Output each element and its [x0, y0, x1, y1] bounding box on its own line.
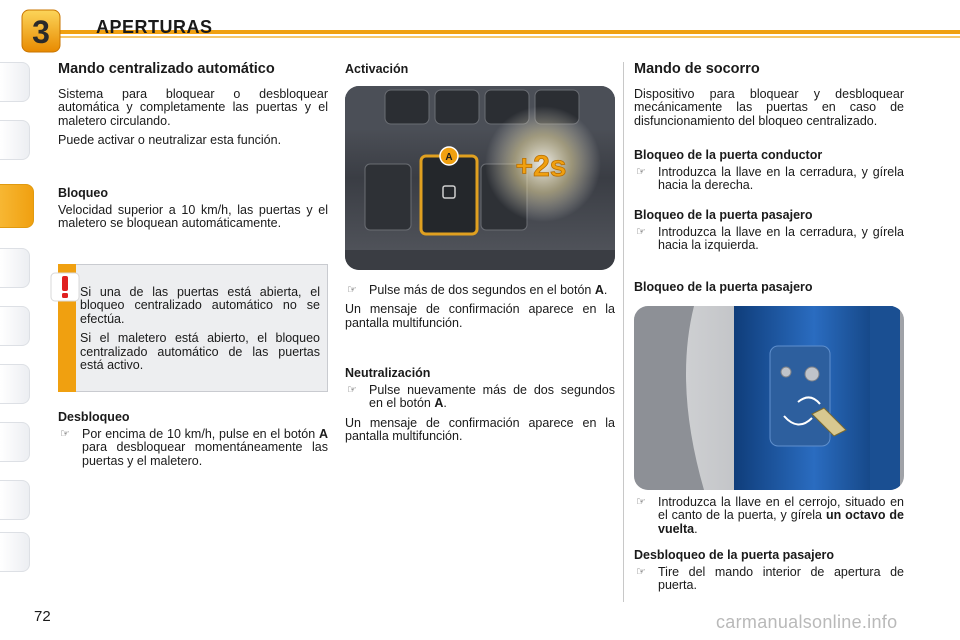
chapter-tab-2[interactable] — [0, 120, 30, 160]
activacion-section — [345, 284, 615, 336]
chapter-badge — [20, 8, 62, 54]
intro-paragraph: Sistema para bloquear o desbloquear automática y completamente las puertas y el maletero circulando. — [58, 87, 328, 128]
confirmation-message-2: Un mensaje de confirmación aparece en la pantalla multifunción. — [345, 415, 615, 444]
desbloqueo-pasajero-section — [634, 548, 904, 599]
cerrojo-section — [634, 496, 904, 542]
confirmation-message: Un mensaje de confirmación aparece en la pantalla multifunción. — [345, 302, 615, 330]
door-illustration — [634, 306, 904, 490]
section-heading: Mando centralizado automático — [58, 61, 275, 77]
dashboard-illustration — [345, 86, 615, 270]
pointer-icon: ☞ — [636, 566, 646, 578]
photo-label-a: A — [445, 152, 453, 163]
activacion-bullet: ☞ Pulse más de dos segundos en el botón A. — [347, 283, 608, 297]
chapter-tab-6[interactable] — [0, 364, 30, 404]
pasajero-bullet: ☞ Introduzca la llave en la cerradura, y gírela hacia la izquierda. — [636, 225, 904, 253]
pointer-icon: ☞ — [636, 496, 646, 508]
page-number: 72 — [34, 608, 51, 625]
pasajero-heading: Bloqueo de la puerta pasajero — [634, 208, 813, 222]
pointer-icon: ☞ — [636, 226, 646, 238]
page-title: APERTURAS — [96, 17, 213, 37]
watermark: carmanualsonline.info — [716, 612, 898, 632]
chapter-tab-rail — [0, 62, 34, 572]
desbloqueo-pasajero-heading: Desbloqueo de la puerta pasajero — [634, 548, 835, 562]
dashboard-button-photo — [345, 86, 615, 270]
activacion-heading-block — [345, 62, 615, 80]
neutralizacion-section — [345, 366, 615, 450]
desbloqueo-section — [58, 410, 328, 474]
exclamation-icon — [50, 272, 80, 302]
pointer-icon: ☞ — [347, 384, 357, 396]
chapter-tab-3-active[interactable] — [0, 184, 34, 228]
socorro-intro: Dispositivo para bloquear y desbloquear mecánicamente las puertas en caso de disfuncionamiento del bloqueo centralizado. — [634, 87, 904, 128]
warning-paragraph-2: Si el maletero está abierto, el bloqueo centralizado automático de las puertas está activo. — [80, 331, 320, 373]
socorro-heading: Mando de socorro — [634, 61, 760, 77]
chapter-tab-5[interactable] — [0, 306, 30, 346]
chapter-tab-7[interactable] — [0, 422, 30, 462]
neutralizacion-bullet: ☞ Pulse nuevamente más de dos segundos en el botón A. — [347, 383, 615, 411]
desbloqueo-heading: Desbloqueo — [58, 410, 130, 424]
right-column — [634, 62, 904, 134]
conductor-heading: Bloqueo de la puerta conductor — [634, 148, 823, 162]
chapter-tab-4[interactable] — [0, 248, 30, 288]
pointer-icon: ☞ — [636, 166, 646, 178]
octavo-emphasis: un octavo de vuelta — [658, 508, 904, 536]
button-a-ref: A — [318, 427, 328, 441]
button-a-ref: A — [434, 396, 444, 411]
chapter-tab-8[interactable] — [0, 480, 30, 520]
photo-overlay-plus-2s: +2s — [515, 150, 567, 183]
pasajero-section — [634, 208, 904, 259]
chapter-tab-9[interactable] — [0, 532, 30, 572]
cerrojo-bullet: ☞ Introduzca la llave en el cerrojo, situado en el canto de la puerta, y gírela un octavo de vuelta. — [636, 495, 904, 536]
warning-text — [80, 286, 320, 378]
pointer-icon: ☞ — [347, 284, 357, 296]
bloqueo-heading: Bloqueo — [58, 186, 108, 200]
bloqueo-section — [58, 186, 328, 237]
chapter-number: 3 — [32, 14, 50, 50]
button-a-ref: A — [594, 283, 604, 297]
pasajero-heading-2: Bloqueo de la puerta pasajero — [634, 280, 813, 294]
conductor-bullet: ☞ Introduzca la llave en la cerradura, y gírela hacia la derecha. — [636, 165, 904, 193]
bloqueo-text: Velocidad superior a 10 km/h, las puertas y el maletero se bloquean automáticamente. — [58, 203, 328, 231]
chapter-tab-1[interactable] — [0, 62, 30, 102]
pointer-icon: ☞ — [60, 428, 70, 440]
pasajero-section-2 — [634, 280, 904, 298]
left-column — [58, 62, 328, 154]
door-lock-photo — [634, 306, 904, 490]
neutralizacion-heading: Neutralización — [345, 366, 431, 380]
desbloqueo-bullet: ☞ Por encima de 10 km/h, pulse en el botón A para desbloquear momentáneamente las puertas y el maletero. — [60, 427, 328, 468]
column-divider — [623, 62, 624, 602]
intro-paragraph-2: Puede activar o neutralizar esta función. — [58, 133, 282, 148]
desbloqueo-pasajero-bullet: ☞ Tire del mando interior de apertura de puerta. — [636, 565, 904, 593]
activacion-heading: Activación — [345, 62, 409, 76]
conductor-section — [634, 148, 904, 199]
warning-paragraph-1: Si una de las puertas está abierta, el bloqueo centralizado automático no se efectúa. — [80, 285, 320, 326]
